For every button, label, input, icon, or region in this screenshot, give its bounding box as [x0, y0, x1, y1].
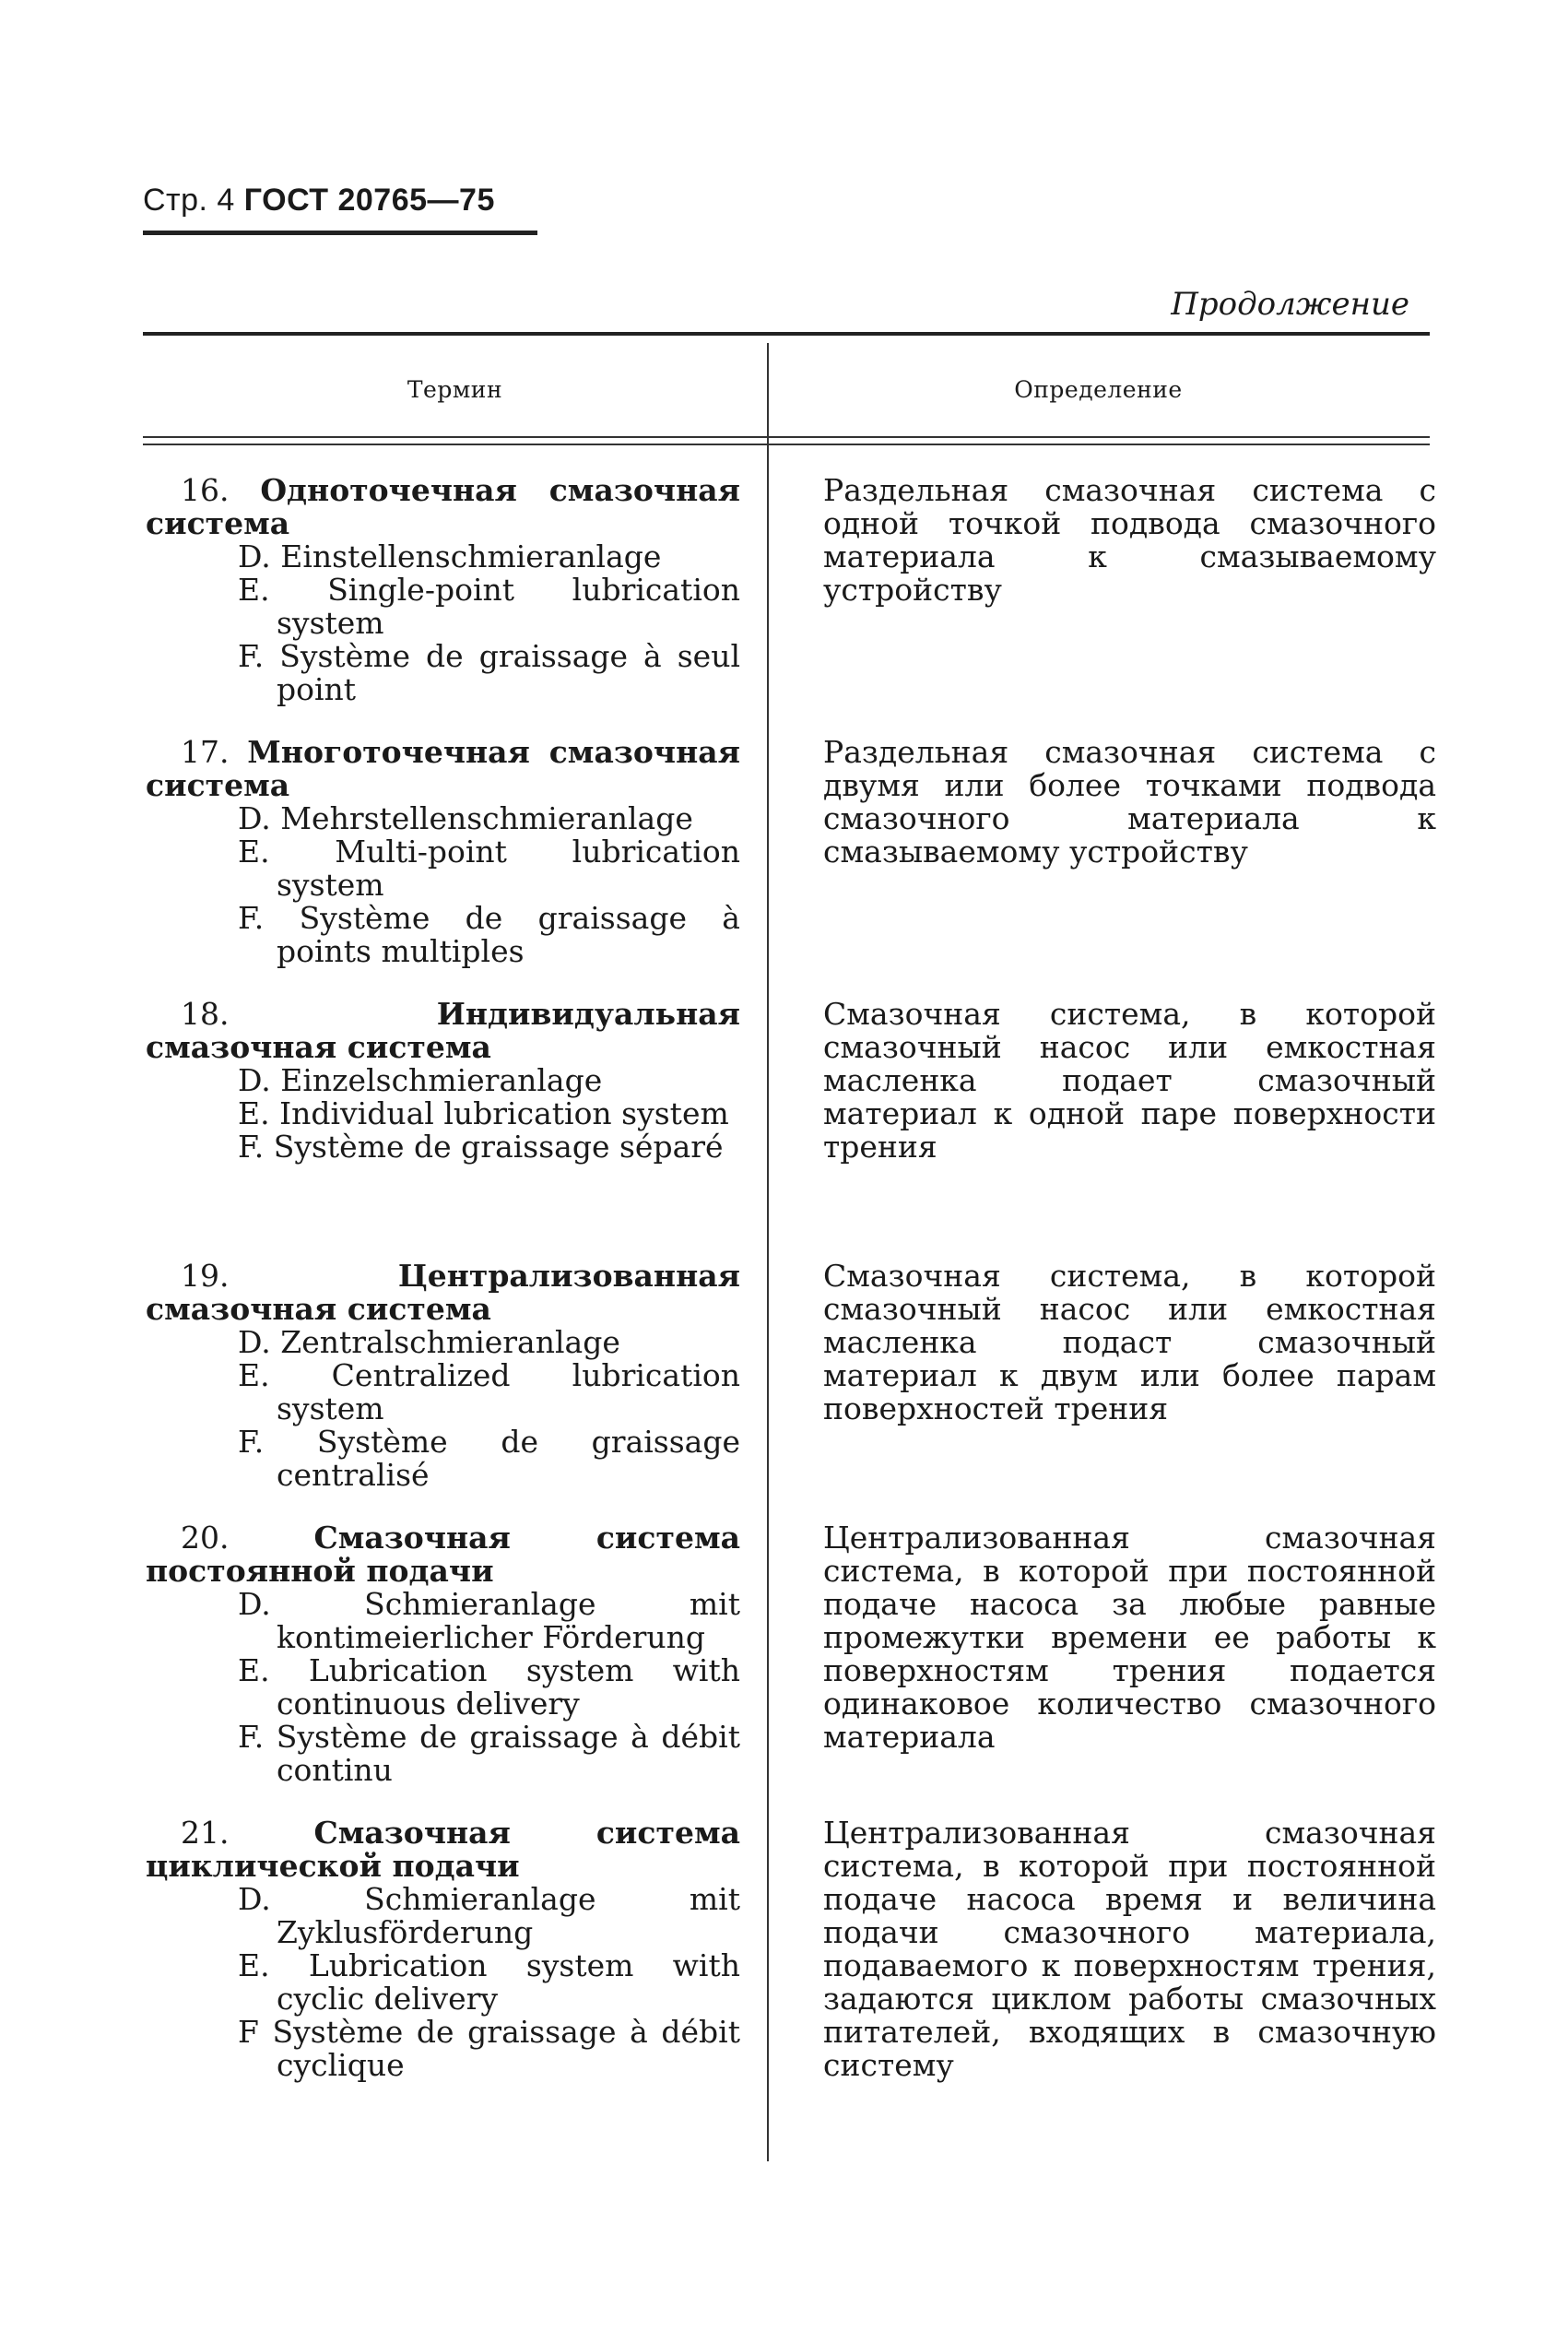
term-fr: F. Système de graissage à points multiples [238, 900, 740, 969]
term-entry-21 [146, 1816, 740, 2082]
definition-18: Смазочная система, в которой смазочный насос или емкостная масленка подает смазочный материал к одной паре поверхности трения [823, 996, 1436, 1165]
term-entry-18 [146, 998, 740, 1164]
term-number: 16. [181, 472, 230, 508]
document-code: ГОСТ 20765—75 [243, 183, 495, 218]
term-en: E. Individual lubrication system [238, 1095, 729, 1131]
definition-16: Раздельная смазочная система с одной точкой подвода смазочного материала к смазываемому устройству [823, 472, 1436, 608]
term-fr: F Système de graissage à débit cyclique [238, 2014, 740, 2083]
table-top-rule [143, 332, 1430, 336]
term-en: E. Lubrication system with continuous delivery [238, 1652, 740, 1722]
term-en: E. Multi-point lubrication system [238, 834, 740, 903]
column-divider [767, 343, 769, 2161]
term-title: Одноточечная смазочная система [146, 472, 740, 541]
term-en: E. Single-point lubrication system [238, 572, 740, 641]
term-title: Смазочная система циклической подачи [146, 1815, 740, 1884]
term-title: Смазочная система постоянной подачи [146, 1520, 740, 1589]
term-de: D. Zentralschmieranlage [238, 1324, 620, 1360]
definition-21: Централизованная смазочная система, в которой при постоянной подаче насоса время и величина подачи смазочного материала, подаваемого к поверхностям трения, задаются циклом работы смазочных питателей, входящих в смазочную систему [823, 1815, 1436, 2083]
term-de: D. Schmieranlage mit kontimeierlicher Förderung [238, 1586, 740, 1655]
definition-17: Раздельная смазочная система с двумя или более точками подвода смазочного материала к смазываемому устройству [823, 734, 1436, 870]
term-de: D. Schmieranlage mit Zyklusförderung [238, 1881, 740, 1950]
term-number: 19. [181, 1258, 230, 1294]
term-de: D. Einstellenschmieranlage [238, 538, 662, 574]
header-rule-lower [143, 444, 1430, 445]
term-number: 17. [181, 734, 230, 770]
term-entry-17 [146, 736, 740, 968]
term-fr: F. Système de graissage à débit continu [238, 1719, 740, 1788]
term-entry-19 [146, 1260, 740, 1492]
term-heading [146, 474, 740, 540]
column-header-term: Термин [407, 376, 503, 403]
term-heading [146, 736, 740, 802]
term-title: Многоточечная смазочная система [146, 734, 740, 803]
term-fr: F. Système de graissage séparé [238, 1129, 724, 1165]
definition-20: Централизованная смазочная система, в которой при постоянной подаче насоса за любые равные промежутки времени ее работы к поверхностям трения подается одинаковое количество смазочного материала [823, 1520, 1436, 1755]
page-header [143, 183, 495, 219]
column-header-definition: Определение [1014, 376, 1183, 403]
term-number: 21. [181, 1815, 230, 1851]
header-rule [143, 231, 537, 235]
term-title: Индивидуальная смазочная система [146, 996, 740, 1065]
term-number: 20. [181, 1520, 230, 1556]
continuation-label: Продолжение [1171, 286, 1409, 323]
term-en: E. Lubrication system with cyclic delivery [238, 1947, 740, 2017]
definition-19: Смазочная система, в которой смазочный насос или емкостная масленка подаст смазочный материал к двум или более парам поверхностей трения [823, 1258, 1436, 1426]
term-fr: F. Système de graissage à seul point [238, 638, 740, 707]
term-de: D. Mehrstellenschmieranlage [238, 800, 693, 836]
term-heading [146, 1521, 740, 1588]
term-de: D. Einzelschmieranlage [238, 1062, 603, 1098]
header-rule-upper [143, 436, 1430, 438]
term-entry-16 [146, 474, 740, 706]
term-heading [146, 1260, 740, 1326]
page-label: Стр. 4 [143, 183, 235, 218]
term-entry-20 [146, 1521, 740, 1787]
term-heading [146, 1816, 740, 1883]
term-fr: F. Système de graissage centralisé [238, 1424, 740, 1493]
term-en: E. Centralized lubrication system [238, 1357, 740, 1426]
term-number: 18. [181, 996, 230, 1032]
term-heading [146, 998, 740, 1064]
term-title: Централизованная смазочная система [146, 1258, 740, 1327]
